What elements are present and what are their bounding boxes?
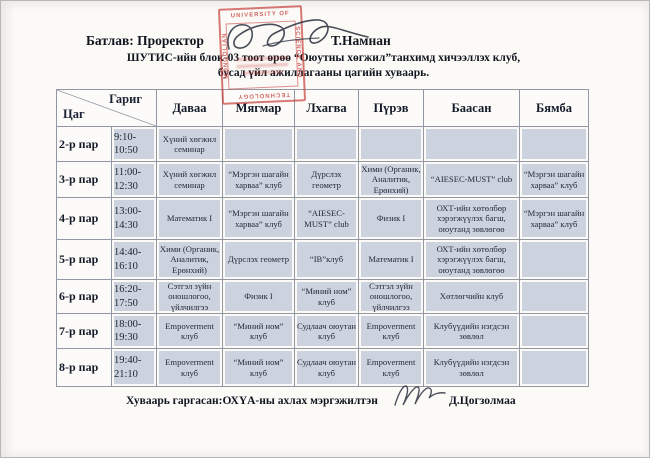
schedule-cell: “Мэргэн шагайн харваа” клуб: [520, 162, 589, 198]
schedule-cell: Хүний хөгжил семинар: [157, 127, 223, 162]
schedule-cell: [359, 127, 424, 162]
stamp-left-text: MONGOLIAN: [221, 32, 230, 79]
schedule-cell: Судлаач оюутан клуб: [295, 349, 359, 387]
table-header-row: [57, 90, 589, 127]
schedule-cell: Empoverment клуб: [359, 314, 424, 349]
footer-issued-by-label: Хуваарь гаргасан:ОХҮА-ны ахлах мэргэжилтэн: [126, 395, 378, 407]
schedule-cell: Математик I: [157, 198, 223, 240]
schedule-row-3-р пар: [57, 162, 589, 198]
period-cell: 5-р пар: [57, 240, 112, 280]
stamp-bottom-text: TECHNOLOGY: [237, 90, 291, 100]
schedule-row-5-р пар: [57, 240, 589, 280]
schedule-cell: “Мэргэн шагайн харваа” клуб: [223, 198, 295, 240]
time-cell: 9:10-10:50: [112, 127, 157, 162]
schedule-cell: Судлаач оюутан клуб: [295, 314, 359, 349]
schedule-cell: Хүний хөгжил семинар: [157, 162, 223, 198]
time-cell: 11:00-12:30: [112, 162, 157, 198]
schedule-cell: “AIESEC-MUST” club: [424, 162, 520, 198]
day-header-0: Даваа: [157, 90, 223, 127]
schedule-cell: [520, 127, 589, 162]
time-cell: 18:00-19:30: [112, 314, 157, 349]
approve-label: Батлав: Проректор: [86, 33, 204, 48]
schedule-cell: [520, 349, 589, 387]
schedule-row-7-р пар: [57, 314, 589, 349]
day-header-5: Бямба: [520, 90, 589, 127]
schedule-row-6-р пар: [57, 280, 589, 314]
time-cell: 19:40-21:10: [112, 349, 157, 387]
weekly-schedule-table: [56, 89, 589, 387]
corner-label-time: Цаг: [63, 107, 85, 121]
schedule-cell: Физик I: [223, 280, 295, 314]
footer-specialist-name: Д.Цогзолмаа: [449, 395, 516, 407]
schedule-cell: [520, 240, 589, 280]
corner-header-cell: [57, 90, 157, 127]
schedule-cell: Математик I: [359, 240, 424, 280]
day-header-4: Баасан: [424, 90, 520, 127]
day-header-2: Лхагва: [295, 90, 359, 127]
schedule-cell: [223, 127, 295, 162]
schedule-cell: “Мэргэн шагайн харваа” клуб: [223, 162, 295, 198]
schedule-cell: [424, 127, 520, 162]
period-cell: 8-р пар: [57, 349, 112, 387]
period-cell: 2-р пар: [57, 127, 112, 162]
document-title-line1: ШУТИС-ийн блок-03 тоот өрөө “Оюутны хөгжил”танхимд хичээллэх клуб,: [126, 52, 521, 64]
schedule-cell: ОХТ-ийн хөтөлбөр хэрэгжүүлэх багш, оюутанд зөвлөгөө: [424, 198, 520, 240]
period-cell: 4-р пар: [57, 198, 112, 240]
schedule-cell: “Миний ном” клуб: [223, 314, 295, 349]
time-cell: 13:00-14:30: [112, 198, 157, 240]
schedule-body: [57, 127, 589, 387]
corner-label-day: Гариг: [109, 92, 142, 106]
schedule-cell: Дүрслэх геометр: [223, 240, 295, 280]
schedule-cell: Хөтлөгчийн клуб: [424, 280, 520, 314]
schedule-cell: Empoverment клуб: [359, 349, 424, 387]
period-cell: 3-р пар: [57, 162, 112, 198]
schedule-cell: “Миний ном” клуб: [223, 349, 295, 387]
schedule-cell: ОХТ-ийн хөтөлбөр хэрэгжүүлэх багш, оюутанд зөвлөгөө: [424, 240, 520, 280]
document-title-line2: бусад үйл ажиллагааны цагийн хуваарь.: [217, 67, 430, 79]
period-cell: 6-р пар: [57, 280, 112, 314]
schedule-cell: “AIESEC-MUST” club: [295, 198, 359, 240]
schedule-cell: Клубүүдийн нэгдсэн зөвлөл: [424, 349, 520, 387]
schedule-cell: [520, 314, 589, 349]
schedule-cell: Физик I: [359, 198, 424, 240]
stamp-top-text: UNIVERSITY OF: [230, 10, 290, 20]
day-header-1: Мягмар: [223, 90, 295, 127]
schedule-cell: [520, 280, 589, 314]
time-cell: 14:40-16:10: [112, 240, 157, 280]
day-header-3: Пүрэв: [359, 90, 424, 127]
schedule-row-8-р пар: [57, 349, 589, 387]
schedule-cell: Сэтгэл зүйн оношлогоо, үйлчилгээ: [157, 280, 223, 314]
schedule-row-2-р пар: [57, 127, 589, 162]
schedule-row-4-р пар: [57, 198, 589, 240]
time-cell: 16:20-17:50: [112, 280, 157, 314]
stamp-right-text: SCIENCE AND: [293, 26, 303, 79]
schedule-cell: Хими (Органик, Аналитик, Ерөнхий): [157, 240, 223, 280]
schedule-cell: Сэтгэл зүйн оношлогоо, үйлчилгээ: [359, 280, 424, 314]
period-cell: 7-р пар: [57, 314, 112, 349]
schedule-cell: Дүрслэх геометр: [295, 162, 359, 198]
schedule-cell: Empoverment клуб: [157, 314, 223, 349]
schedule-cell: “Миний ном” клуб: [295, 280, 359, 314]
schedule-cell: “Мэргэн шагайн харваа” клуб: [520, 198, 589, 240]
schedule-cell: Клубүүдийн нэгдсэн зөвлөл: [424, 314, 520, 349]
schedule-cell: Хими (Органик, Аналитик, Ерөнхий): [359, 162, 424, 198]
schedule-cell: “IB”клуб: [295, 240, 359, 280]
approver-name: Т.Намнан: [331, 33, 391, 48]
schedule-cell: [295, 127, 359, 162]
schedule-cell: Empoverment клуб: [157, 349, 223, 387]
